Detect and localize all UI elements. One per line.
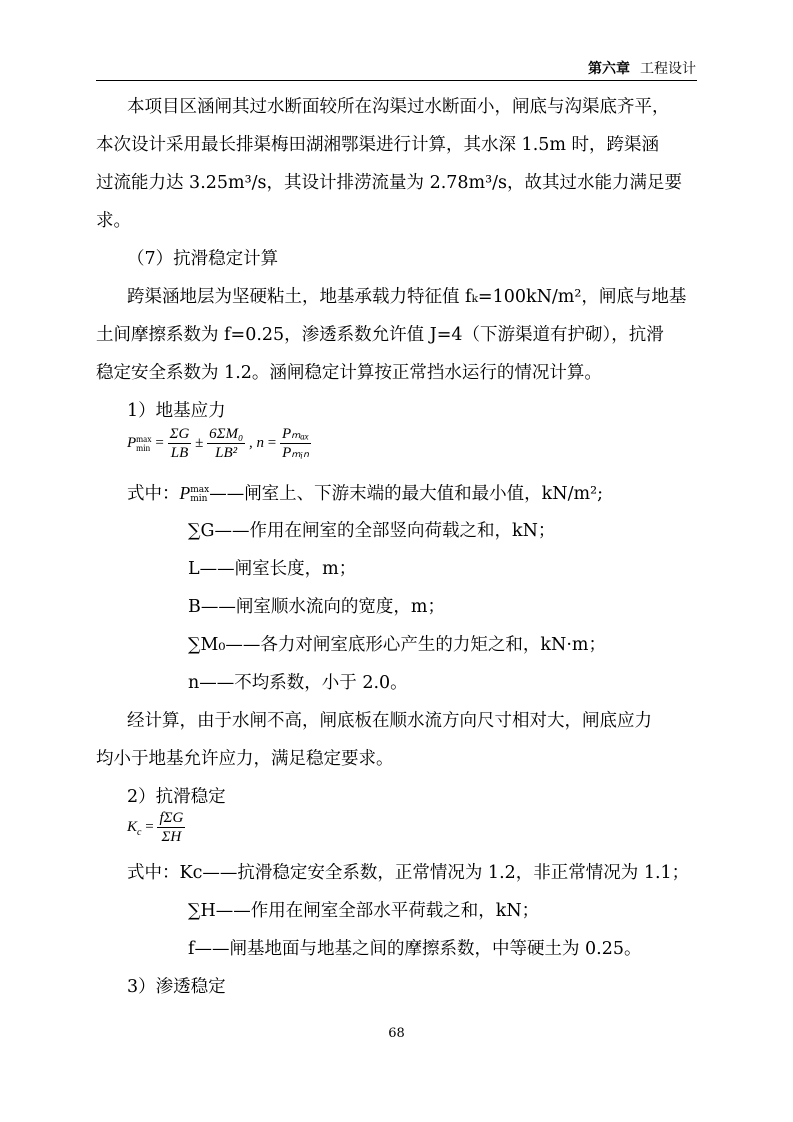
definition-line: f——闸基地面与地基之间的摩擦系数，中等硬土为 0.25。 — [188, 939, 642, 959]
formula-fraction — [280, 425, 311, 462]
body-text-line: 土间摩擦系数为 f=0.25，渗透系数允许值 J=4（下游渠道有护砌），抗滑 — [96, 325, 664, 345]
body-text-line: 本次设计采用最长排渠梅田湖湘鄂渠进行计算，其水深 1.5m 时，跨渠涵 — [96, 135, 660, 155]
body-text-line: 均小于地基允许应力，满足稳定要求。 — [96, 749, 394, 769]
fraction-denominator: LB² — [215, 445, 238, 461]
body-text-line: 稳定安全系数为 1.2。涵闸稳定计算按正常挡水运行的情况计算。 — [96, 363, 602, 383]
body-text-line: 求。 — [96, 211, 131, 231]
definition-line: ∑M₀——各力对闸室底形心产生的力矩之和，kN·m； — [188, 635, 606, 655]
running-header — [588, 58, 696, 78]
formula-supsub — [190, 486, 209, 504]
formula-sub: min — [190, 493, 208, 504]
definition-text: ——闸室上、下游末端的最大值和最小值，kN/m²; — [209, 484, 604, 504]
fraction-numerator: ΣG — [169, 426, 190, 442]
formula-separator: , — [249, 434, 253, 451]
fraction-denominator: Pₘᵢₙ — [282, 445, 309, 461]
formula-symbol: P — [127, 434, 137, 451]
body-text-line: 过流能力达 3.25m³/s，其设计排涝流量为 2.78m³/s，故其过水能力满足要 — [96, 173, 683, 193]
bearing-stress-formula — [127, 425, 311, 462]
chapter-title: 工程设计 — [640, 61, 696, 77]
formula-operator: ± — [195, 434, 204, 451]
definition-line: ∑G——作用在闸室的全部竖向荷载之和，kN； — [188, 521, 556, 541]
definition-line: n——不均系数，小于 2.0。 — [188, 673, 408, 693]
formula-sup: max — [136, 433, 152, 444]
fraction-numerator: Pₘₐₓ — [281, 426, 310, 442]
section-heading: （7）抗滑稳定计算 — [127, 249, 279, 269]
fraction-denominator: LB — [170, 445, 189, 461]
fraction-denominator: ΣH — [161, 829, 182, 845]
formula-symbol: n — [256, 434, 264, 451]
subsection-heading: 3）渗透稳定 — [127, 977, 226, 997]
body-text-line: 跨渠涵地层为坚硬粘土，地基承载力特征值 fₖ=100kN/m²，闸底与地基 — [127, 287, 687, 307]
formula-fraction — [157, 809, 185, 846]
header-rule — [96, 80, 697, 81]
formula-fraction — [168, 425, 192, 462]
formula-symbol: K — [127, 818, 138, 835]
formula-sub: min — [136, 442, 151, 453]
formula-operator: = — [155, 434, 164, 451]
body-text-line: 经计算，由于水闸不高，闸底板在顺水流方向尺寸相对大，闸底应力 — [127, 711, 652, 731]
subsection-heading: 2）抗滑稳定 — [127, 787, 226, 807]
sliding-stability-formula — [127, 809, 185, 846]
formula-supsub — [136, 435, 152, 453]
chapter-label: 第六章 — [588, 61, 630, 77]
body-text-line: 本项目区涵闸其过水断面较所在沟渠过水断面小，闸底与沟渠底齐平， — [127, 97, 670, 117]
definition-line: L——闸室长度，m； — [188, 559, 357, 579]
subsection-heading: 1）地基应力 — [127, 401, 226, 421]
definition-line: ∑H——作用在闸室全部水平荷载之和，kN； — [188, 901, 540, 921]
definition-line: 式中：Kc——抗滑稳定安全系数，正常情况为 1.2，非正常情况为 1.1； — [127, 863, 690, 883]
fraction-numerator: 6ΣM₀ — [209, 426, 244, 442]
page-number: 68 — [388, 1026, 405, 1041]
formula-sub: c — [137, 826, 142, 838]
formula-fraction — [207, 425, 245, 462]
formula-operator: = — [145, 818, 154, 835]
formula-operator: = — [267, 434, 277, 451]
formula-sup: max — [190, 484, 210, 495]
definition-lead: 式中： — [127, 484, 180, 504]
fraction-numerator: fΣG — [159, 810, 184, 826]
formula-symbol: P — [179, 483, 191, 503]
definition-line — [127, 483, 603, 504]
definition-line: B——闸室顺水流向的宽度，m； — [188, 597, 445, 617]
